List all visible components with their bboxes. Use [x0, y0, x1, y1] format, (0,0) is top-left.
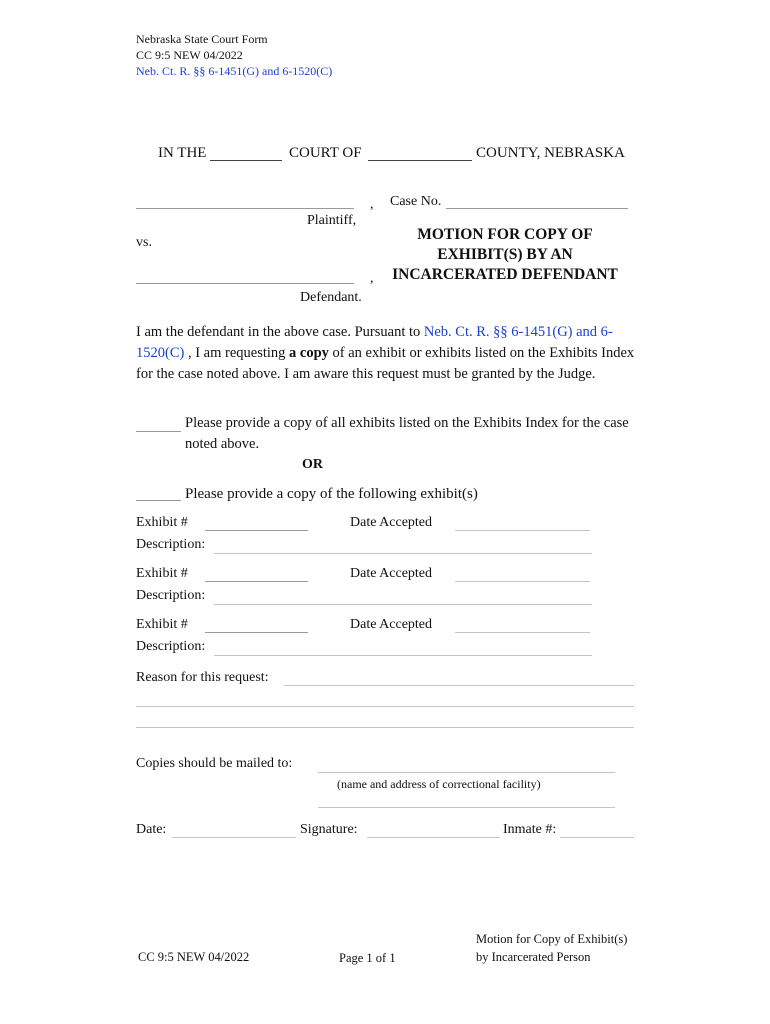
footer-title-line-1: Motion for Copy of Exhibit(s)	[476, 932, 628, 946]
paragraph-text-b: , I am requesting	[184, 345, 290, 361]
mailing-address-field-1[interactable]	[318, 772, 615, 773]
exhibit-number-label: Exhibit #	[136, 515, 188, 530]
date-accepted-field[interactable]	[455, 632, 590, 633]
title-line-2: EXHIBIT(S) BY AN	[437, 246, 573, 263]
court-of-label: COURT OF	[289, 145, 362, 161]
form-code: CC 9:5 NEW 04/2022	[136, 48, 243, 62]
reason-field-line-2[interactable]	[136, 706, 634, 707]
title-line-1: MOTION FOR COPY OF	[417, 226, 593, 243]
exhibit-number-field[interactable]	[205, 632, 308, 633]
defendant-name-field[interactable]	[136, 283, 354, 284]
county-nebraska-label: COUNTY, NEBRASKA	[476, 145, 625, 161]
description-field[interactable]	[214, 655, 592, 656]
paragraph-text-a: I am the defendant in the above case. Pursuant to	[136, 324, 424, 340]
footer-page-number: Page 1 of 1	[339, 951, 396, 965]
statute-reference-link[interactable]: Neb. Ct. R. §§ 6-1451(G) and 6-1520(C)	[136, 64, 333, 78]
paragraph-bold-copy: a copy	[289, 345, 329, 361]
date-field[interactable]	[172, 837, 296, 838]
date-label: Date:	[136, 822, 167, 837]
date-accepted-label: Date Accepted	[350, 617, 433, 632]
case-number-field[interactable]	[446, 208, 628, 209]
all-exhibits-checkbox-line[interactable]	[136, 431, 181, 432]
request-paragraph	[136, 322, 636, 385]
document-title	[380, 225, 630, 285]
description-label: Description:	[136, 639, 206, 654]
versus-label: vs.	[136, 235, 152, 250]
court-name-field[interactable]	[210, 160, 282, 161]
date-accepted-label: Date Accepted	[350, 515, 433, 530]
specific-exhibits-checkbox-line[interactable]	[136, 500, 181, 501]
form-name: Nebraska State Court Form	[136, 32, 268, 46]
reason-label: Reason for this request:	[136, 670, 269, 685]
mailing-label: Copies should be mailed to:	[136, 756, 293, 771]
plaintiff-label: Plaintiff,	[307, 213, 357, 228]
description-field[interactable]	[214, 553, 592, 554]
defendant-comma: ,	[370, 271, 374, 286]
exhibit-number-label: Exhibit #	[136, 617, 188, 632]
date-accepted-field[interactable]	[455, 530, 590, 531]
defendant-label: Defendant.	[300, 290, 362, 305]
exhibit-number-label: Exhibit #	[136, 566, 188, 581]
mailing-address-field-2[interactable]	[318, 807, 615, 808]
description-label: Description:	[136, 537, 206, 552]
date-accepted-field[interactable]	[455, 581, 590, 582]
signature-field[interactable]	[367, 837, 500, 838]
description-label: Description:	[136, 588, 206, 603]
plaintiff-name-field[interactable]	[136, 208, 354, 209]
plaintiff-comma: ,	[370, 197, 374, 212]
signature-label: Signature:	[300, 822, 358, 837]
reason-field-line-1[interactable]	[284, 685, 634, 686]
title-line-3: INCARCERATED DEFENDANT	[392, 266, 618, 283]
exhibit-number-field[interactable]	[205, 530, 308, 531]
statute-link[interactable]: Neb. Ct. R. §§ 6-1451(G) and 6-1520(C)	[136, 324, 613, 361]
footer-form-code: CC 9:5 NEW 04/2022	[138, 950, 250, 964]
reason-field-line-3[interactable]	[136, 727, 634, 728]
or-separator: OR	[302, 457, 323, 472]
date-accepted-label: Date Accepted	[350, 566, 433, 581]
inmate-number-field[interactable]	[560, 837, 634, 838]
description-field[interactable]	[214, 604, 592, 605]
county-name-field[interactable]	[368, 160, 472, 161]
exhibit-number-field[interactable]	[205, 581, 308, 582]
footer-title-line-2: by Incarcerated Person	[476, 950, 591, 964]
inmate-number-label: Inmate #:	[503, 822, 557, 837]
specific-exhibits-option-text: Please provide a copy of the following exhibit(s)	[185, 486, 478, 502]
all-exhibits-option-text: Please provide a copy of all exhibits listed on the Exhibits Index for the case noted above.	[185, 415, 629, 452]
paragraph-text-c: of an exhibit or exhibits listed on the Exhibits Index for the case noted above. I am aware this request must be granted by the Judge.	[136, 345, 635, 382]
in-the-label: IN THE	[158, 145, 207, 161]
case-number-label: Case No.	[390, 194, 442, 209]
mailing-hint: (name and address of correctional facility)	[337, 777, 541, 791]
